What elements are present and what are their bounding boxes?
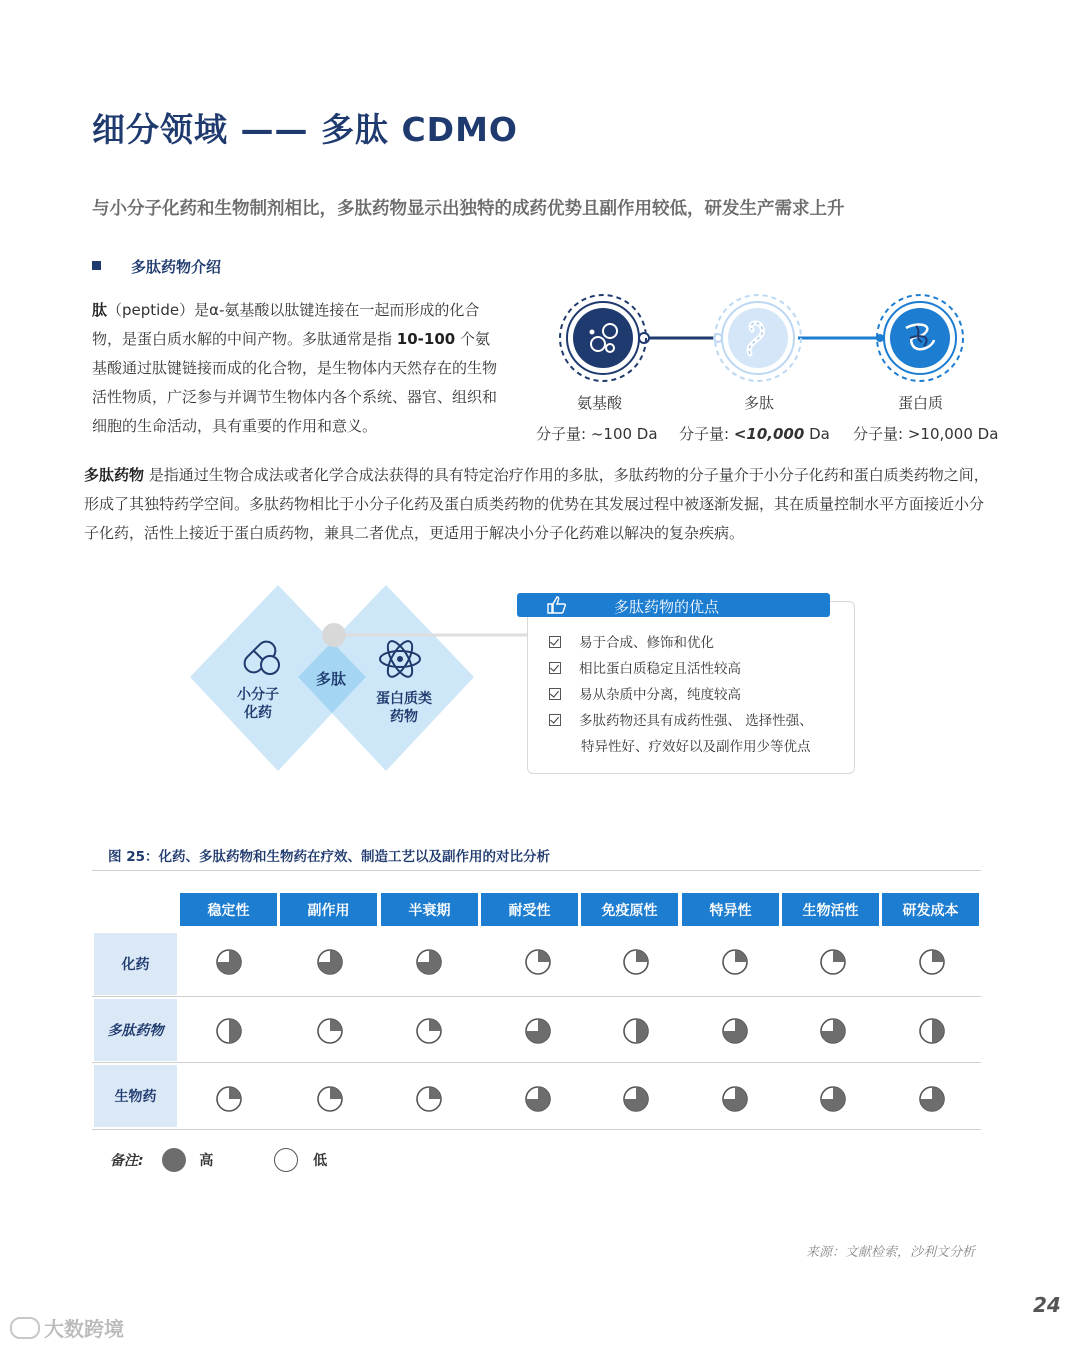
harvey-ball bbox=[821, 1019, 845, 1043]
harvey-ball bbox=[723, 1087, 747, 1111]
page-subtitle: 与小分子化药和生物制剂相比，多肽药物显示出独特的成药优势且副作用较低，研发生产需求上升 bbox=[92, 199, 845, 219]
legend bbox=[110, 1148, 327, 1172]
advantage-item-continued: 特异性好、疗效好以及副作用少等优点 bbox=[581, 739, 811, 755]
venn-label-small-molecule: 小分子 化药 bbox=[237, 687, 279, 721]
watermark: 大数跨境 bbox=[10, 1313, 124, 1342]
column-header: 稳定性 bbox=[180, 893, 277, 926]
row-header: 多肽药物 bbox=[94, 999, 177, 1061]
harvey-ball bbox=[920, 950, 944, 974]
legend-low-label: 低 bbox=[313, 1153, 328, 1169]
harvey-ball bbox=[624, 950, 648, 974]
source-note: 来源：文献检索，沙利文分析 bbox=[806, 1245, 976, 1260]
peptide-drug-paragraph: 多肽药物 是指通过生物合成法或者化学合成法获得的具有特定治疗作用的多肽，多肽药物的分子量介于小分子化药和蛋白质类药物之间，形成了其独特药学空间。多肽药物相比于小分子化药及蛋白质类药物的优势在其发展过程中被逐渐发掘，其在质量控制水平方面接近小分子化药，活性上接近于蛋白质药物，兼具二者优点，更适用于解决小分子化药难以解决的复杂疾病。 bbox=[84, 466, 989, 542]
harvey-ball bbox=[821, 950, 845, 974]
harvey-ball bbox=[920, 1087, 944, 1111]
advantage-item: 相比蛋白质稳定且活性较高 bbox=[549, 657, 741, 677]
harvey-ball bbox=[417, 1087, 441, 1111]
watermark-logo-icon bbox=[10, 1317, 40, 1339]
harvey-ball bbox=[821, 1087, 845, 1111]
molecular-weight-amino-acid: 分子量: ~100 Da bbox=[536, 425, 658, 443]
molecule-label-amino-acid: 氨基酸 bbox=[577, 394, 623, 412]
legend-low-swatch bbox=[274, 1148, 298, 1172]
harvey-ball bbox=[920, 1019, 944, 1043]
harvey-ball bbox=[318, 950, 342, 974]
harvey-ball bbox=[217, 1019, 241, 1043]
harvey-ball bbox=[417, 1019, 441, 1043]
column-header: 特异性 bbox=[682, 893, 779, 926]
column-header: 耐受性 bbox=[481, 893, 578, 926]
column-header: 副作用 bbox=[280, 893, 377, 926]
advantages-title: 多肽药物的优点 bbox=[614, 598, 720, 616]
venn-label-peptide: 多肽 bbox=[316, 670, 347, 688]
venn-label-protein-drug: 蛋白质类 药物 bbox=[376, 691, 432, 725]
molecular-weight-protein: 分子量: >10,000 Da bbox=[853, 425, 999, 443]
harvey-ball bbox=[318, 1019, 342, 1043]
intro-paragraph: 肽（peptide）是α-氨基酸以肽键连接在一起而形成的化合物，是蛋白质水解的中间产物。多肽通常是指 10-100 个氨基酸通过肽键链接而成的化合物，是生物体内天然存在的生物活性物质，广泛参与并调节生物体内各个系统、器官、组织和细胞的生命活动，具有重要的作用和意义。 bbox=[92, 301, 498, 435]
legend-high-label: 高 bbox=[199, 1153, 214, 1169]
molecule-label-protein: 蛋白质 bbox=[898, 394, 944, 412]
column-header: 半衰期 bbox=[381, 893, 478, 926]
harvey-ball bbox=[624, 1019, 648, 1043]
harvey-ball bbox=[723, 950, 747, 974]
harvey-ball bbox=[526, 1019, 550, 1043]
row-header: 生物药 bbox=[94, 1065, 177, 1127]
legend-high-swatch bbox=[162, 1148, 186, 1172]
advantage-item: 多肽药物还具有成药性强、 选择性强、 bbox=[549, 709, 813, 729]
section-heading: 多肽药物介绍 bbox=[92, 256, 221, 277]
column-header: 生物活性 bbox=[782, 893, 879, 926]
harvey-ball bbox=[526, 1087, 550, 1111]
harvey-ball bbox=[417, 950, 441, 974]
harvey-ball bbox=[217, 1087, 241, 1111]
row-header: 化药 bbox=[94, 933, 177, 995]
harvey-ball bbox=[217, 950, 241, 974]
column-header: 免疫原性 bbox=[581, 893, 678, 926]
advantage-item: 易从杂质中分离，纯度较高 bbox=[549, 683, 741, 703]
figure-title: 图 25：化药、多肽药物和生物药在疗效、制造工艺以及副作用的对比分析 bbox=[108, 849, 550, 865]
page-title: 细分领域 —— 多肽 CDMO bbox=[92, 110, 518, 149]
harvey-ball bbox=[526, 950, 550, 974]
page-number: 24 bbox=[1033, 1293, 1061, 1317]
harvey-ball bbox=[318, 1087, 342, 1111]
molecule-label-peptide: 多肽 bbox=[744, 394, 775, 412]
legend-label: 备注: bbox=[110, 1153, 144, 1169]
molecular-weight-peptide: 分子量: <10,000 Da bbox=[679, 425, 830, 443]
column-header: 研发成本 bbox=[882, 893, 979, 926]
harvey-ball bbox=[723, 1019, 747, 1043]
advantage-item: 易于合成、修饰和优化 bbox=[549, 631, 714, 651]
harvey-ball bbox=[624, 1087, 648, 1111]
